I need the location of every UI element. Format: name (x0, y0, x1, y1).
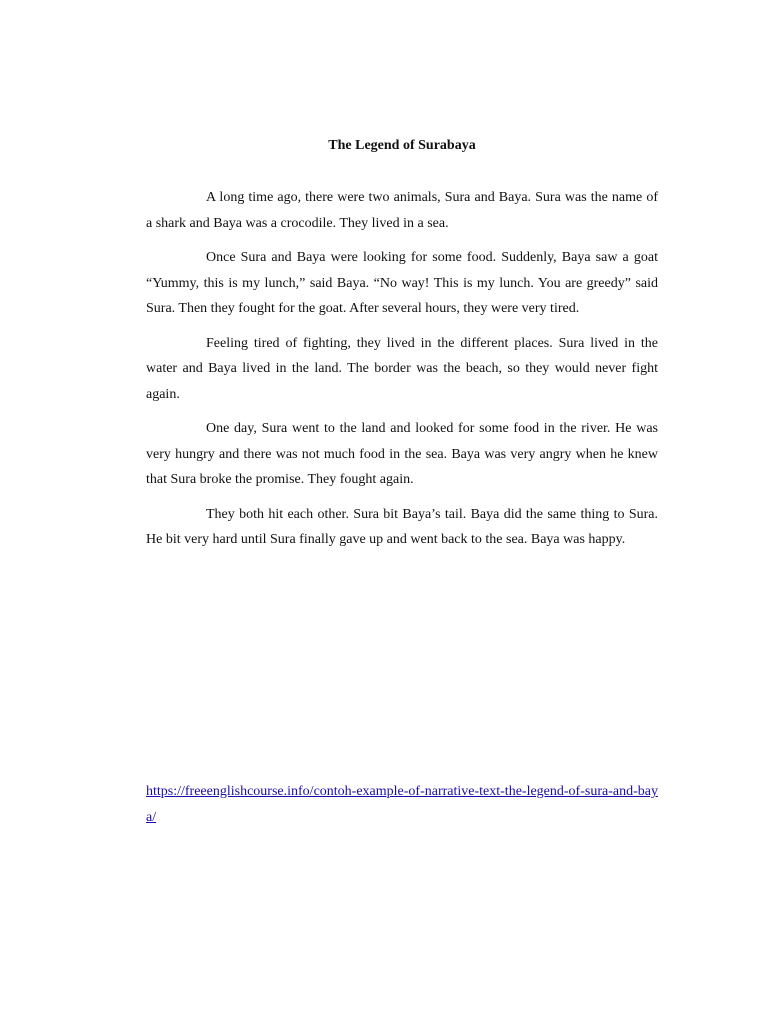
document-title: The Legend of Surabaya (328, 138, 476, 153)
story-paragraph-2: Once Sura and Baya were looking for some food. Suddenly, Baya saw a goat “Yummy, this is my lunch,” said Baya. “No way! This is my lunch. You are greedy” said Sura. Then they fought for the goat. After several hours, they were very tired. (146, 250, 658, 316)
story-paragraph-1: A long time ago, there were two animals, Sura and Baya. Sura was the name of a shark and Baya was a crocodile. They lived in a sea. (146, 190, 658, 231)
story-paragraph-4: One day, Sura went to the land and looked for some food in the river. He was very hungry and there was not much food in the sea. Baya was very angry when he knew that Sura broke the promise. They fought again. (146, 421, 658, 487)
source-link[interactable]: https://freeenglishcourse.info/contoh-example-of-narrative-text-the-legend-of-sura-and-baya/ (146, 784, 658, 825)
source-reference (146, 779, 658, 830)
story-body (146, 185, 658, 562)
story-paragraph-3: Feeling tired of fighting, they lived in the different places. Sura lived in the water and Baya lived in the land. The border was the beach, so they would never fight again. (146, 335, 658, 402)
story-paragraph-5: They both hit each other. Sura bit Baya’s tail. Baya did the same thing to Sura. He bit very hard until Sura finally gave up and went back to the sea. Baya was happy. (146, 506, 658, 547)
